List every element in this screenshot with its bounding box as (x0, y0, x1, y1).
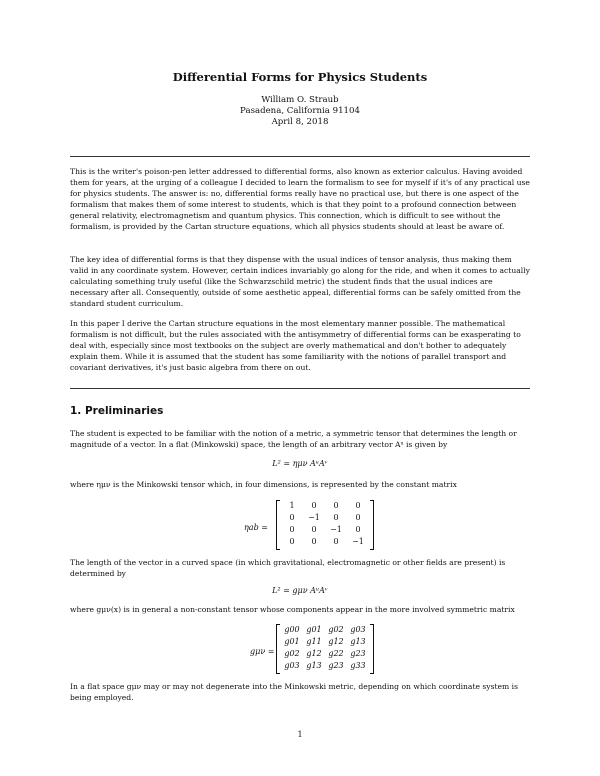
g-matrix-cell-0-1: g01 (306, 625, 322, 634)
paper-date: April 8, 2018 (271, 117, 329, 127)
body-paragraph-1: The student is expected to be familiar with the notion of a metric, a symmetric tensor that determines the length or magnitude of a vector. In a flat (Minkowski) space, the length of an arbitrary vector Aᵘ is given by (70, 429, 517, 450)
page-number: 1 (297, 730, 303, 739)
g-matrix-cell-2-0: g02 (284, 649, 300, 658)
g-matrix-cell-0-3: g03 (350, 625, 366, 634)
g-matrix-cell-0-0: g00 (284, 625, 300, 634)
g-matrix-cell-1-3: g13 (350, 637, 366, 646)
body-paragraph-4: where gμν(x) is in general a non-constant tensor whose components appear in the more involved symmetric matrix (70, 605, 515, 614)
g-matrix-cell-2-1: g12 (306, 649, 322, 658)
abstract-bottom-rule (70, 388, 530, 389)
author-name: William O. Straub (261, 95, 339, 105)
equation-curved-length: L² = gμν AᵘAᵛ (272, 586, 328, 595)
eta-matrix-cell-1-1: −1 (308, 513, 320, 522)
g-matrix-cell-2-2: g22 (328, 649, 344, 658)
eta-matrix-cell-3-2: 0 (333, 537, 339, 546)
paper-title: Differential Forms for Physics Students (172, 70, 428, 84)
g-matrix-cell-1-0: g01 (284, 637, 300, 646)
body-paragraph-2: where ημν is the Minkowski tensor which, in four dimensions, is represented by the constant matrix (70, 480, 457, 489)
eta-matrix (276, 500, 374, 550)
g-matrix-cell-1-1: g11 (306, 637, 322, 646)
body-paragraph-3: The length of the vector in a curved space (in which gravitational, electromagnetic or other fields are present) is determined by (70, 558, 506, 579)
abstract-paragraph-3: In this paper I derive the Cartan structure equations in the most elementary manner possible. The mathematical formalism is not difficult, but the rules associated with the antisymmetry of differential forms can be exasperating to deal with, especially since most textbooks on the subject are overly mathematical and don't bother to adequately explain them. While it is assumed that the student has some familiarity with the notions of parallel transport and covariant derivatives, it's just basic algebra from there on out. (70, 319, 521, 373)
eta-matrix-cell-2-3: 0 (355, 525, 361, 534)
abstract-paragraph-1: This is the writer's poison-pen letter addressed to differential forms, also known as exterior calculus. Having avoided them for years, at the urging of a colleague I decided to learn the formalism to see for myself if it's of any practical use for physics students. The answer is: no, differential forms really have no practical use, but there is one aspect of the formalism that makes them of some interest to students, which is that they point to a profound connection between general relativity, electromagnetism and quantum physics. This connection, which is difficult to see without the formalism, is provided by the Cartan structure equations, which all physics students should at least be aware of. (70, 167, 530, 232)
equation-flat-length: L² = ημν AᵘAᵛ (272, 459, 328, 468)
g-matrix-cell-0-2: g02 (328, 625, 344, 634)
eta-matrix-cell-2-2: −1 (330, 525, 342, 534)
eta-matrix-cell-1-3: 0 (355, 513, 361, 522)
eta-matrix-cell-0-3: 0 (355, 501, 361, 510)
eta-matrix-cell-3-0: 0 (289, 537, 295, 546)
body-paragraph-5: In a flat space gμν may or may not degenerate into the Minkowski metric, depending on which coordinate system is being employed. (70, 682, 518, 703)
eta-matrix-cell-2-0: 0 (289, 525, 295, 534)
abstract-top-rule (70, 156, 530, 157)
eta-matrix-cell-2-1: 0 (311, 525, 317, 534)
eta-matrix-cell-1-0: 0 (289, 513, 295, 522)
eta-matrix-cell-0-0: 1 (289, 501, 295, 510)
g-matrix-label: gμν = (250, 647, 275, 656)
eta-matrix-cell-0-2: 0 (333, 501, 339, 510)
g-matrix-cell-1-2: g12 (328, 637, 344, 646)
abstract-paragraph-2: The key idea of differential forms is that they dispense with the usual indices of tensor analysis, thus making them valid in any coordinate system. However, certain indices invariably go along for the ride, and when it comes to actually calculating something truly useful (like the Schwarzschild metric) the student finds that the usual indices are necessary after all. Consequently, outside of some aesthetic appeal, differential forms can be safely omitted from the standard student curriculum. (70, 255, 530, 309)
eta-matrix-cell-0-1: 0 (311, 501, 317, 510)
g-matrix-cell-2-3: g23 (350, 649, 366, 658)
g-matrix-cell-3-1: g13 (306, 661, 322, 670)
g-matrix-cell-3-0: g03 (284, 661, 300, 670)
eta-matrix-label: ηab = (244, 523, 268, 532)
eta-matrix-cell-3-1: 0 (311, 537, 317, 546)
eta-matrix-cell-1-2: 0 (333, 513, 339, 522)
g-matrix-cell-3-3: g33 (350, 661, 366, 670)
section-heading: 1. Preliminaries (70, 405, 164, 417)
eta-matrix-cell-3-3: −1 (352, 537, 364, 546)
g-matrix (276, 624, 374, 674)
author-location: Pasadena, California 91104 (240, 106, 360, 116)
g-matrix-cell-3-2: g23 (328, 661, 344, 670)
